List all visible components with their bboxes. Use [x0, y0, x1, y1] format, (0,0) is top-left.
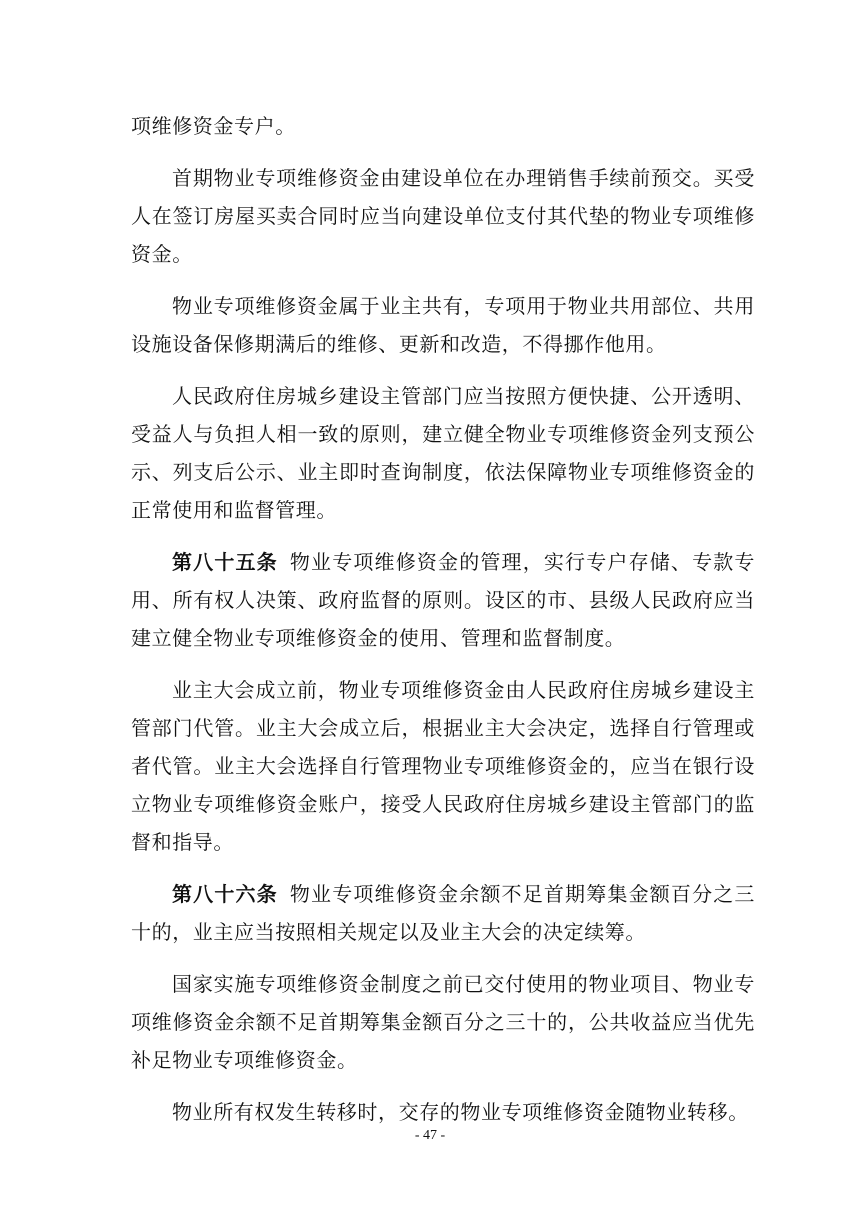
article-85 [131, 543, 755, 657]
article-85-number: 第八十五条 [172, 550, 278, 574]
article-86 [131, 875, 755, 951]
paragraph-owners-assembly: 业主大会成立前，物业专项维修资金由人民政府住房城乡建设主管部门代管。业主大会成立后，根据业主大会决定，选择自行管理或者代管。业主大会选择自行管理物业专项维修资金的，应当在银行设立物业专项维修资金账户，接受人民政府住房城乡建设主管部门的监督和指导。 [131, 678, 755, 854]
article-85-text: 物业专项维修资金的管理，实行专户存储、专款专用、所有权人决策、政府监督的原则。设区的市、县级人民政府应当建立健全物业专项维修资金的使用、管理和监督制度。 [131, 550, 756, 650]
paragraph-initial-deposit: 首期物业专项维修资金由建设单位在办理销售手续前预交。买受人在签订房屋买卖合同时应当向建设单位支付其代垫的物业专项维修资金。 [131, 166, 755, 266]
page-number: - 47 - [414, 1128, 446, 1143]
paragraph-ownership-transfer: 物业所有权发生转移时，交存的物业专项维修资金随物业转移。 [172, 1100, 749, 1124]
document-body [131, 107, 755, 1131]
paragraph-continuation: 项维修资金专户。 [131, 114, 296, 138]
paragraph-legacy-projects: 国家实施专项维修资金制度之前已交付使用的物业项目、物业专项维修资金余额不足首期筹集金额百分之三十的，公共收益应当优先补足物业专项维修资金。 [131, 972, 755, 1072]
paragraph-ownership: 物业专项维修资金属于业主共有，专项用于物业共用部位、共用设施设备保修期满后的维修、更新和改造，不得挪作他用。 [131, 294, 755, 356]
article-86-number: 第八十六条 [172, 882, 278, 906]
paragraph-disclosure: 人民政府住房城乡建设主管部门应当按照方便快捷、公开透明、受益人与负担人相一致的原则，建立健全物业专项维修资金列支预公示、列支后公示、业主即时查询制度，依法保障物业专项维修资金的正常使用和监督管理。 [131, 384, 755, 522]
article-86-text: 物业专项维修资金余额不足首期筹集金额百分之三十的，业主应当按照相关规定以及业主大会的决定续筹。 [131, 882, 756, 944]
